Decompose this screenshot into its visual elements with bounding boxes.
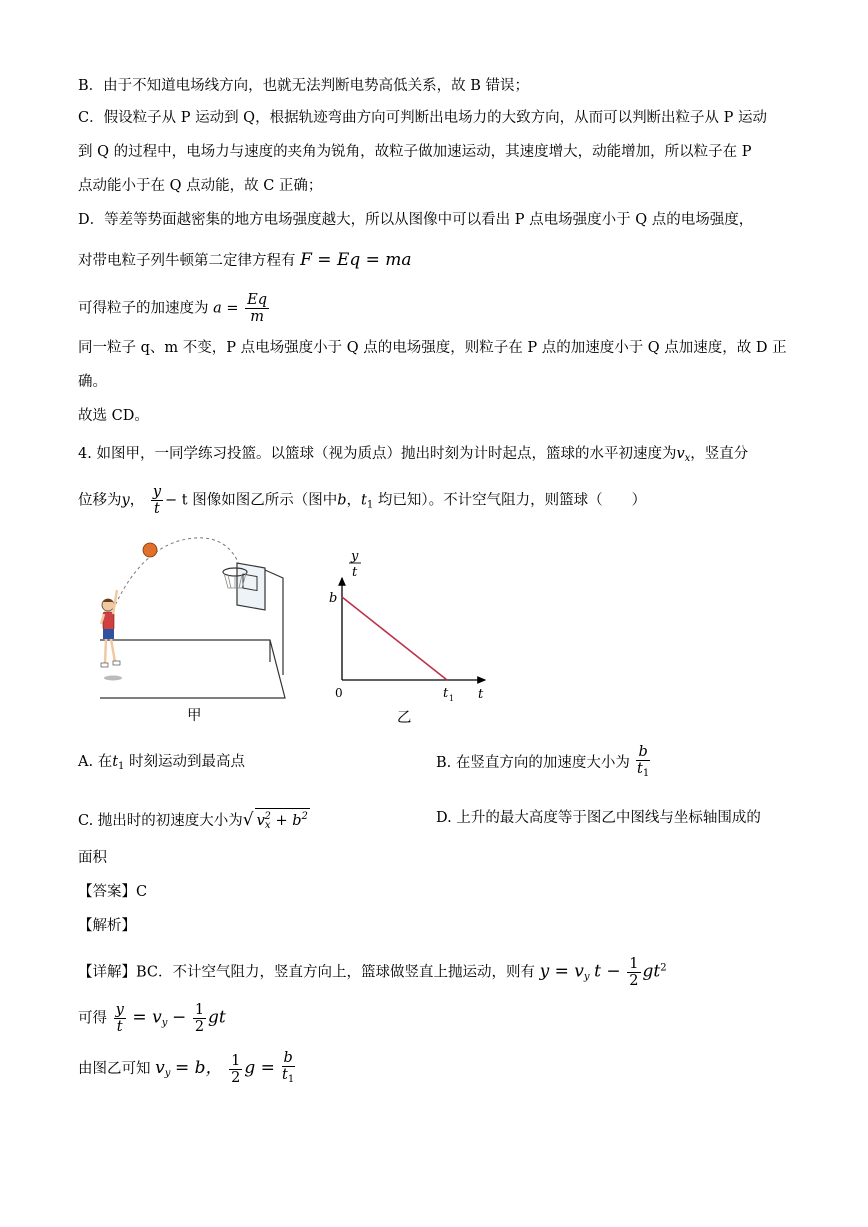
option-b-num: b <box>638 744 648 760</box>
explanation-line-d5: 确。 <box>78 374 107 390</box>
court-outline <box>100 640 285 698</box>
y-label-num: y <box>351 549 359 564</box>
student-player-icon <box>101 590 122 681</box>
q4-text-2a: 位移为 <box>78 492 122 509</box>
option-c-plus: + b <box>270 813 302 829</box>
detail3-den: 2 <box>231 1069 241 1086</box>
detail2-b: = v <box>132 1007 162 1028</box>
option-c-sqrt <box>255 808 310 834</box>
explanation-line-b: B．由于不知道电场线方向，也就无法判断电势高低关系，故 B 错误； <box>78 78 530 94</box>
acceleration-text: 可得粒子的加速度为 <box>78 300 209 317</box>
detail3-v: v <box>155 1058 165 1078</box>
detail2-fraction <box>114 1002 126 1035</box>
graph-line <box>342 597 447 680</box>
detail-eq1-b: t − <box>594 961 621 982</box>
analysis-label: 【解析】 <box>78 918 136 934</box>
option-d-line-1: D. 上升的最大高度等于图乙中图线与坐标轴围成的 <box>436 810 761 826</box>
explanation-line-d3 <box>78 292 271 325</box>
detail2-num: y <box>115 1002 124 1018</box>
option-b-den: t <box>637 761 643 777</box>
q4-frac-num: y <box>152 484 162 500</box>
acceleration-denominator: m <box>250 309 264 325</box>
pole-icon <box>265 570 283 675</box>
detail-eq1-num: 1 <box>629 956 639 972</box>
detail2-fnum: 1 <box>194 1002 205 1018</box>
newton-equation: F = Eq = ma <box>300 250 412 270</box>
detail-line-2 <box>78 1002 226 1035</box>
question-4-line-1 <box>78 444 748 469</box>
b-intercept-label: b <box>329 591 338 606</box>
option-a-t: t <box>112 754 119 770</box>
detail3-b: = b， <box>174 1058 223 1078</box>
detail2-ffraction <box>193 1002 206 1035</box>
detail3-rfraction <box>282 1050 295 1088</box>
q4-t1: t <box>361 492 367 509</box>
option-b-fraction <box>636 744 649 782</box>
q4-b: b <box>337 492 347 509</box>
answer-label: 【答案】C <box>78 884 148 900</box>
question-4-line-2 <box>78 484 646 517</box>
acceleration-lhs: a = <box>213 300 239 317</box>
t-axis-label: t <box>478 687 484 702</box>
detail2-c: − <box>171 1007 187 1028</box>
option-c-vsub: x <box>264 820 271 831</box>
q4-frac-den: t <box>154 501 160 517</box>
q4-y: y <box>121 492 130 509</box>
option-c: C. 抛出时的初速度大小为√ $v_x^2 + b^2$ <box>78 808 310 834</box>
detail2-sub: y <box>161 1017 168 1029</box>
option-c-text: C. 抛出时的初速度大小为 <box>78 813 243 829</box>
q4-text-2e: 均已知）。不计空气阻力，则篮球（ ） <box>373 492 647 509</box>
option-c-bsup: 2 <box>301 811 308 822</box>
detail-text-3: 由图乙可知 <box>78 1061 151 1077</box>
option-c-v: v <box>256 813 265 829</box>
option-a-text: A. 在 <box>78 754 113 770</box>
explanation-line-c1: C．假设粒子从 P 运动到 Q，根据轨迹弯曲方向可判断出电场力的大致方向，从而可以判断出粒子从 P 运动 <box>78 110 768 126</box>
explanation-line-d1: D．等差等势面越密集的地方电场强度越大，所以从图像中可以看出 P 点电场强度小于 Q 点的电场强度， <box>78 212 754 228</box>
explanation-line-c2: 到 Q 的过程中，电场力与速度的夹角为锐角，故粒子做加速运动，其速度增大，动能增加，所以粒子在 P <box>78 144 752 160</box>
detail-line-1 <box>78 956 667 989</box>
option-b-den-sub: 1 <box>642 768 650 779</box>
option-a <box>78 752 245 777</box>
explanation-line-c3: 点动能小于在 Q 点动能，故 C 正确； <box>78 178 323 194</box>
detail-line-3 <box>78 1050 297 1088</box>
detail-text-1: 【详解】BC．不计空气阻力，竖直方向上，篮球做竖直上抛运动，则有 <box>78 964 536 981</box>
detail-eq1-c: gt <box>642 961 661 982</box>
explanation-line-d2 <box>78 250 412 271</box>
q4-text-1-end: ，竖直分 <box>690 446 749 462</box>
detail3-rden: t <box>282 1067 288 1083</box>
t1-sub-label: 1 <box>449 694 455 703</box>
q4-text-2c: − t 图像如图乙所示（图中 <box>165 492 338 509</box>
y-label-den: t <box>352 565 358 580</box>
detail3-vsub: y <box>164 1068 171 1079</box>
detail-eq1-fraction <box>627 956 640 989</box>
q4-y-over-t <box>151 484 163 517</box>
figure-yi-label: 乙 <box>397 710 412 726</box>
detail-eq1-sub: y <box>583 971 590 983</box>
detail3-g: g = <box>244 1058 275 1078</box>
figure-yi-graph <box>325 540 500 710</box>
detail2-fden: 2 <box>194 1019 205 1035</box>
acceleration-numerator: Eq <box>247 292 267 308</box>
detail-eq1-a: y = v <box>539 961 584 982</box>
q4-vx: v <box>676 446 685 462</box>
q4-vx-sub: x <box>684 453 691 464</box>
q4-text-1: 4. 如图甲，一同学练习投篮。以篮球（视为质点）抛出时刻为计时起点，篮球的水平初速度为 <box>78 446 677 462</box>
option-b-text: B. 在竖直方向的加速度大小为 <box>436 755 630 771</box>
detail3-num: 1 <box>231 1052 241 1069</box>
t1-label: t <box>443 686 449 701</box>
option-d-line-2: 面积 <box>78 850 107 866</box>
detail-eq1-sup: 2 <box>660 962 667 974</box>
detail2-d: gt <box>208 1007 226 1028</box>
detail2-den: t <box>116 1019 123 1035</box>
detail3-rnum: b <box>283 1050 293 1066</box>
q4-t1-sub: 1 <box>366 499 374 511</box>
option-b <box>436 744 652 782</box>
option-a-sub: 1 <box>118 761 125 772</box>
newton-text: 对带电粒子列牛顿第二定律方程有 <box>78 253 296 269</box>
basketball-icon <box>143 543 157 557</box>
detail3-rden-sub: 1 <box>287 1074 295 1085</box>
option-a-text-end: 时刻运动到最高点 <box>124 754 246 770</box>
figure-jia-label: 甲 <box>187 708 202 724</box>
ball-trajectory <box>113 538 240 610</box>
q4-text-2b: ， <box>129 492 145 509</box>
answer-line-3: 故选 CD。 <box>78 408 149 424</box>
q4-text-2d: ， <box>346 492 362 509</box>
detail-eq1-den: 2 <box>629 973 639 989</box>
origin-label: 0 <box>335 686 343 700</box>
acceleration-fraction <box>245 292 269 325</box>
detail3-half <box>229 1053 242 1086</box>
explanation-line-d4: 同一粒子 q、m 不变，P 点电场强度小于 Q 点的电场强度，则粒子在 P 点的加速度小于 Q 点加速度，故 D 正 <box>78 340 787 356</box>
backboard-icon <box>237 563 265 610</box>
option-c-vsup: 2 <box>264 811 271 822</box>
detail-text-2: 可得 <box>78 1010 107 1027</box>
